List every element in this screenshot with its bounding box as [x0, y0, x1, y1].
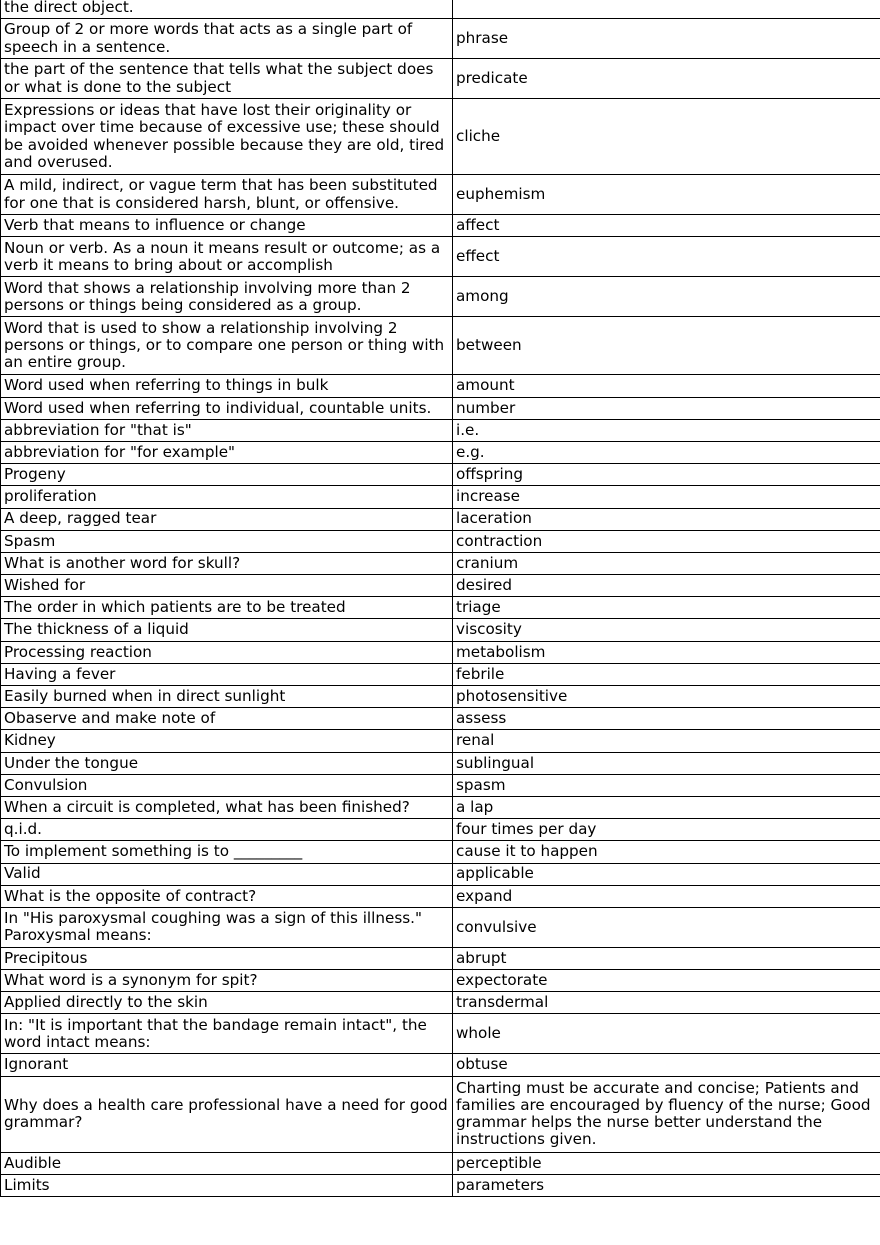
table-row [1, 1152, 880, 1174]
definition-cell: viscosity [453, 619, 880, 641]
term-cell: Wished for [1, 575, 453, 597]
term-cell: Noun or verb. As a noun it means result or outcome; as a verb it means to bring about or accomplish [1, 237, 453, 277]
table-row [1, 375, 880, 397]
definition-cell: spasm [453, 774, 880, 796]
term-cell: Under the tongue [1, 752, 453, 774]
table-row [1, 970, 880, 992]
term-cell: the direct object. [1, 0, 453, 19]
definition-cell: predicate [453, 59, 880, 99]
term-cell: What is the opposite of contract? [1, 885, 453, 907]
term-cell: In: "It is important that the bandage remain intact", the word intact means: [1, 1014, 453, 1054]
term-cell: In "His paroxysmal coughing was a sign of this illness." Paroxysmal means: [1, 907, 453, 947]
flashcard-table-body [1, 0, 880, 1197]
definition-cell: triage [453, 597, 880, 619]
table-row [1, 508, 880, 530]
term-cell: When a circuit is completed, what has been finished? [1, 796, 453, 818]
term-cell: Expressions or ideas that have lost their originality or impact over time because of excessive use; these should be avoided whenever possible because they are old, tired and overused. [1, 99, 453, 175]
table-row [1, 0, 880, 19]
table-row [1, 59, 880, 99]
definition-cell: whole [453, 1014, 880, 1054]
term-cell: The order in which patients are to be treated [1, 597, 453, 619]
term-cell: Word used when referring to things in bulk [1, 375, 453, 397]
table-row [1, 730, 880, 752]
definition-cell: euphemism [453, 175, 880, 215]
definition-cell: four times per day [453, 819, 880, 841]
table-row [1, 215, 880, 237]
table-row [1, 1076, 880, 1152]
definition-cell: desired [453, 575, 880, 597]
term-cell: What word is a synonym for spit? [1, 970, 453, 992]
term-cell: Word that is used to show a relationship involving 2 persons or things, or to compare one person or thing with an entire group. [1, 317, 453, 375]
table-row [1, 752, 880, 774]
table-row [1, 419, 880, 441]
table-row [1, 907, 880, 947]
term-cell: Verb that means to influence or change [1, 215, 453, 237]
term-cell: Group of 2 or more words that acts as a single part of speech in a sentence. [1, 19, 453, 59]
term-cell: What is another word for skull? [1, 552, 453, 574]
table-row [1, 841, 880, 863]
definition-cell: perceptible [453, 1152, 880, 1174]
definition-cell: a lap [453, 796, 880, 818]
definition-cell [453, 0, 880, 19]
definition-cell: cause it to happen [453, 841, 880, 863]
definition-cell: i.e. [453, 419, 880, 441]
table-row [1, 237, 880, 277]
term-cell: Having a fever [1, 663, 453, 685]
table-row [1, 1054, 880, 1076]
table-row [1, 317, 880, 375]
term-cell: Valid [1, 863, 453, 885]
definition-cell: among [453, 277, 880, 317]
table-row [1, 175, 880, 215]
table-row [1, 885, 880, 907]
term-cell: Progeny [1, 464, 453, 486]
table-row [1, 992, 880, 1014]
table-row [1, 619, 880, 641]
term-cell: Applied directly to the skin [1, 992, 453, 1014]
table-row [1, 1174, 880, 1196]
definition-cell: parameters [453, 1174, 880, 1196]
term-cell: Processing reaction [1, 641, 453, 663]
term-cell: proliferation [1, 486, 453, 508]
table-row [1, 464, 880, 486]
table-row [1, 552, 880, 574]
definition-cell: number [453, 397, 880, 419]
definition-cell: transdermal [453, 992, 880, 1014]
definition-cell: between [453, 317, 880, 375]
definition-cell: effect [453, 237, 880, 277]
table-row [1, 99, 880, 175]
table-row [1, 530, 880, 552]
term-cell: Word used when referring to individual, countable units. [1, 397, 453, 419]
term-cell: Ignorant [1, 1054, 453, 1076]
term-cell: Audible [1, 1152, 453, 1174]
definition-cell: cliche [453, 99, 880, 175]
table-row [1, 863, 880, 885]
definition-cell: phrase [453, 19, 880, 59]
definition-cell: applicable [453, 863, 880, 885]
definition-cell: cranium [453, 552, 880, 574]
table-row [1, 641, 880, 663]
term-cell: The thickness of a liquid [1, 619, 453, 641]
definition-cell: increase [453, 486, 880, 508]
table-row [1, 947, 880, 969]
definition-cell: febrile [453, 663, 880, 685]
term-cell: Word that shows a relationship involving more than 2 persons or things being considered as a group. [1, 277, 453, 317]
definition-cell: expand [453, 885, 880, 907]
term-cell: q.i.d. [1, 819, 453, 841]
term-cell: A deep, ragged tear [1, 508, 453, 530]
table-row [1, 486, 880, 508]
table-row [1, 686, 880, 708]
definition-cell: renal [453, 730, 880, 752]
definition-cell: photosensitive [453, 686, 880, 708]
definition-cell: convulsive [453, 907, 880, 947]
term-cell: Convulsion [1, 774, 453, 796]
table-row [1, 774, 880, 796]
definition-cell: assess [453, 708, 880, 730]
definition-cell: contraction [453, 530, 880, 552]
table-row [1, 708, 880, 730]
definition-cell: expectorate [453, 970, 880, 992]
table-row [1, 796, 880, 818]
table-row [1, 19, 880, 59]
table-row [1, 397, 880, 419]
term-cell: abbreviation for "that is" [1, 419, 453, 441]
term-cell: A mild, indirect, or vague term that has been substituted for one that is considered harsh, blunt, or offensive. [1, 175, 453, 215]
definition-cell: amount [453, 375, 880, 397]
term-cell: Limits [1, 1174, 453, 1196]
definition-cell: Charting must be accurate and concise; Patients and families are encouraged by fluency of the nurse; Good grammar helps the nurse better understand the instructions given. [453, 1076, 880, 1152]
definition-cell: affect [453, 215, 880, 237]
term-cell: Precipitous [1, 947, 453, 969]
definition-cell: metabolism [453, 641, 880, 663]
term-cell: Why does a health care professional have a need for good grammar? [1, 1076, 453, 1152]
term-cell: Easily burned when in direct sunlight [1, 686, 453, 708]
term-cell: Kidney [1, 730, 453, 752]
term-cell: abbreviation for "for example" [1, 441, 453, 463]
definition-cell: offspring [453, 464, 880, 486]
table-row [1, 663, 880, 685]
table-row [1, 1014, 880, 1054]
definition-cell: sublingual [453, 752, 880, 774]
definition-cell: abrupt [453, 947, 880, 969]
table-row [1, 819, 880, 841]
term-cell: Obaserve and make note of [1, 708, 453, 730]
table-row [1, 277, 880, 317]
term-cell: To implement something is to _________ [1, 841, 453, 863]
term-cell: the part of the sentence that tells what the subject does or what is done to the subject [1, 59, 453, 99]
table-row [1, 597, 880, 619]
definition-cell: obtuse [453, 1054, 880, 1076]
table-row [1, 575, 880, 597]
table-row [1, 441, 880, 463]
term-cell: Spasm [1, 530, 453, 552]
definition-cell: laceration [453, 508, 880, 530]
definition-cell: e.g. [453, 441, 880, 463]
